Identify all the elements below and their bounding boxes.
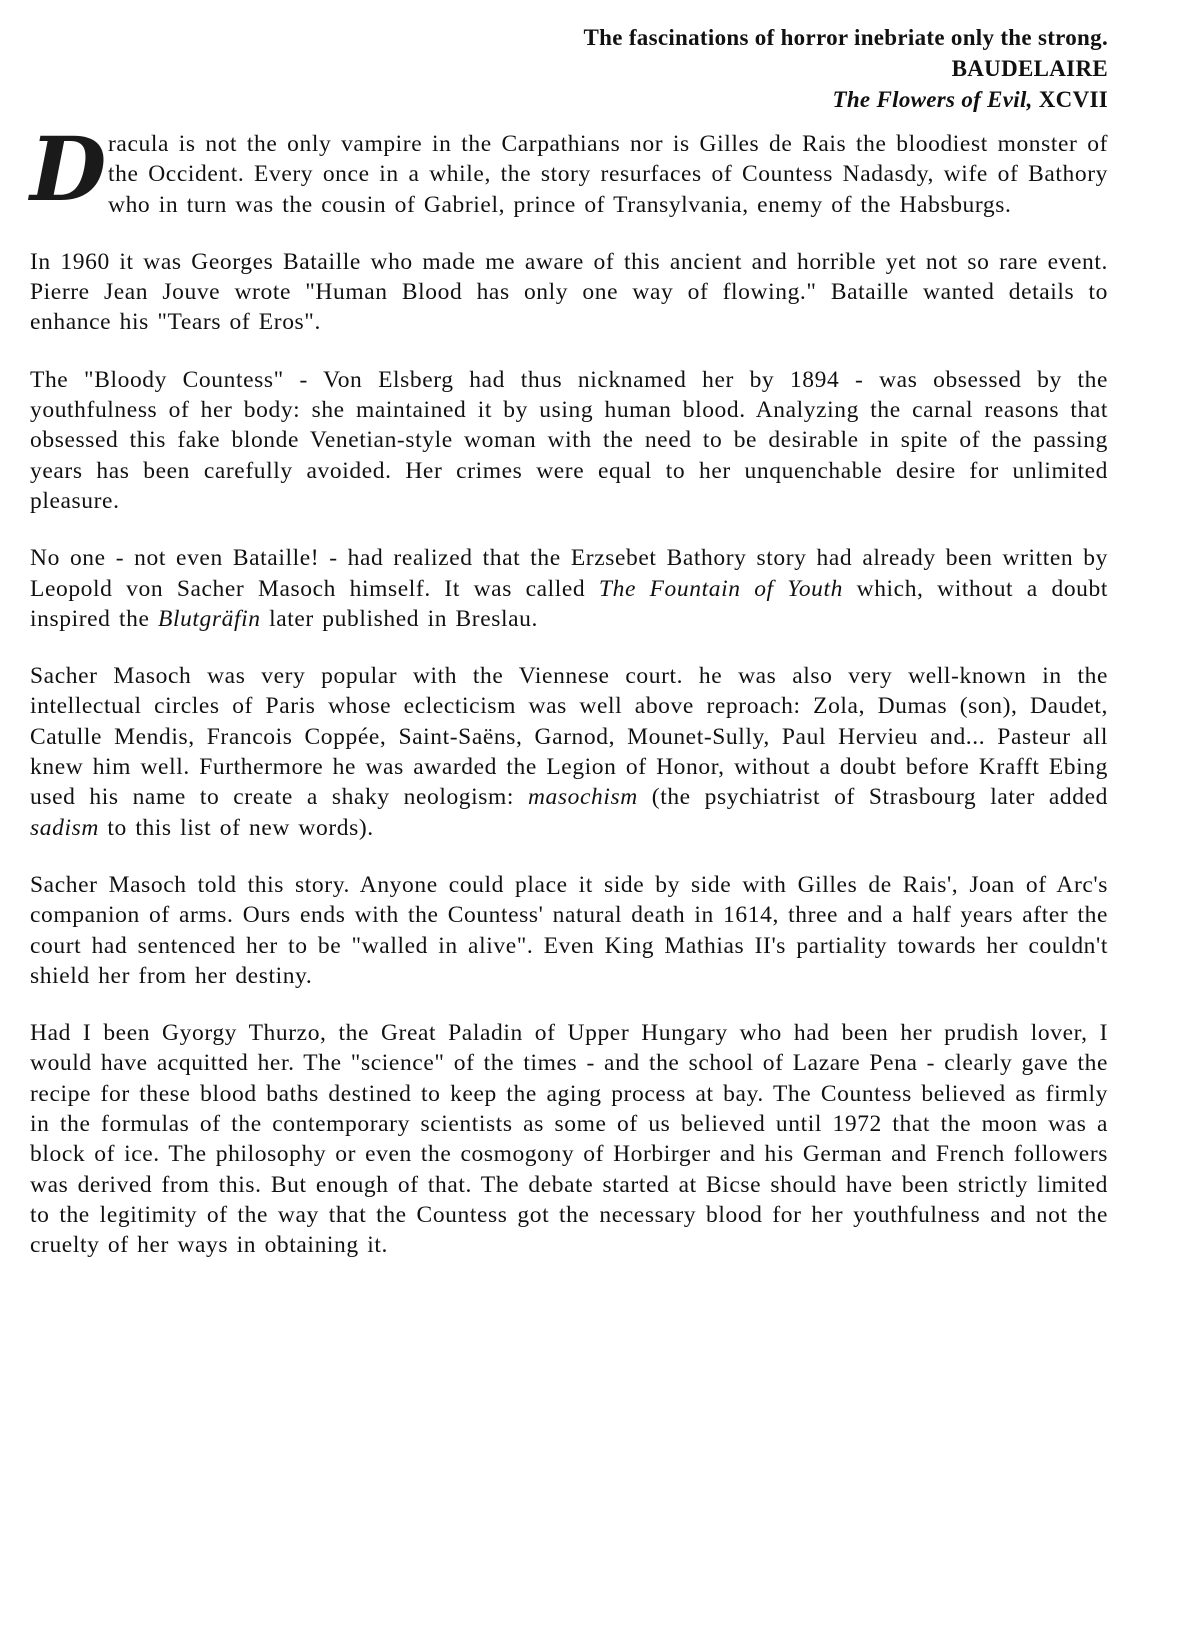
paragraph-5-text-b: (the psychiatrist of Strasbourg later added (637, 784, 1108, 811)
drop-cap-letter: D (30, 117, 107, 221)
paragraph-4-text-b: which, without a doubt inspired the (30, 575, 1108, 632)
paragraph-2: In 1960 it was Georges Bataille who made me aware of this ancient and horrible yet not so rare event. Pierre Jean Jouve wrote "Human Blood has only one way of flowing." Bataille wanted details to enhance his "Tears of Eros". (30, 248, 1108, 336)
epigraph-work-number: XCVII (1032, 87, 1108, 112)
paragraph-6: Sacher Masoch told this story. Anyone could place it side by side with Gilles de Rais', Joan of Arc's companion of arms. Ours ends with the Countess' natural death in 1614, three and a half years after the court had sentenced her to be "walled in alive". Even King Mathias II's partiality towards her couldn't shield her from her destiny. (30, 871, 1108, 989)
term-sadism: sadism (30, 814, 99, 841)
epigraph-author: BAUDELAIRE (951, 56, 1108, 81)
paragraph-1-text: racula is not the only vampire in the Carpathians nor is Gilles de Rais the bloodiest monster of the Occident. Every once in a while, the story resurfaces of Countess Nadasdy, wife of Bathory who in turn was the cousin of Gabriel, prince of Transylvania, enemy of the Habsburgs. (108, 131, 1108, 218)
paragraph-3: The "Bloody Countess" - Von Elsberg had thus nicknamed her by 1894 - was obsessed by the youthfulness of her body: she maintained it by using human blood. Analyzing the carnal reasons that obsessed this fake blonde Venetian-style woman with the need to be desirable in spite of the passing years has been carefully avoided. Her crimes were equal to her unquenchable desire for unlimited pleasure. (30, 366, 1108, 514)
paragraph-4 (30, 543, 1108, 634)
epigraph-source (30, 84, 1108, 115)
epigraph-quote: The fascinations of horror inebriate only the strong. (583, 25, 1108, 50)
epigraph (30, 22, 1108, 115)
paragraph-5 (30, 661, 1108, 843)
paragraph-5-text-c: to this list of new words). (98, 814, 374, 841)
document-page (30, 22, 1108, 1288)
book-title-fountain-of-youth: The Fountain of Youth (598, 575, 843, 602)
paragraph-4-text-a: No one - not even Bataille! - had realized that the Erzsebet Bathory story had already been written by Leopold von Sacher Masoch himself. It was called (30, 545, 1108, 602)
paragraph-5-text-a: Sacher Masoch was very popular with the Viennese court. he was also very well-known in the intellectual circles of Paris whose eclecticism was well above reproach: Zola, Dumas (son), Daudet, Catulle Mendis, Francois Coppée, Saint-Saëns, Garnod, Mounet-Sully, Paul Hervieu and... Pasteur all knew him well. Furthermore he was awarded the Legion of Honor, without a doubt before Krafft Ebing used his name to create a shaky neologism: (30, 663, 1108, 811)
book-title-blutgrafin: Blutgräfin (157, 605, 261, 632)
term-masochism: masochism (527, 784, 638, 811)
epigraph-work: The Flowers of Evil, (832, 87, 1033, 112)
paragraph-4-text-c: later published in Breslau. (260, 605, 538, 632)
paragraph-1 (30, 117, 1108, 221)
paragraph-7: Had I been Gyorgy Thurzo, the Great Paladin of Upper Hungary who had been her prudish lover, I would have acquitted her. The "science" of the times - and the school of Lazare Pena - clearly gave the recipe for these blood baths destined to keep the aging process at bay. The Countess believed as firmly in the formulas of the contemporary scientists as some of us believed until 1972 that the moon was a block of ice. The philosophy or even the cosmogony of Horbirger and his German and French followers was derived from this. But enough of that. The debate started at Bicse should have been strictly limited to the legitimity of the way that the Countess got the necessary blood for her youthfulness and not the cruelty of her ways in obtaining it. (30, 1020, 1108, 1259)
